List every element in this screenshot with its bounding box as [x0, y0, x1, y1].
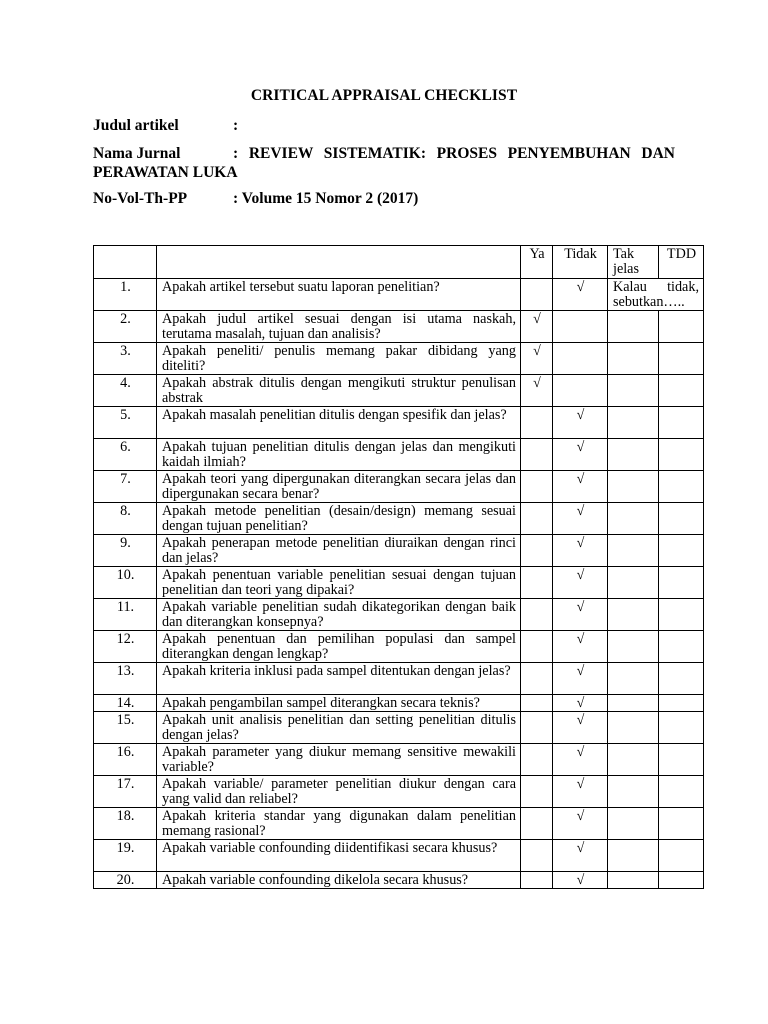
answer-cell-tdd	[659, 407, 704, 439]
checkmark-icon: √	[553, 663, 608, 695]
checkmark-icon: √	[553, 535, 608, 567]
table-row	[94, 872, 704, 889]
header-cell-tdd: TDD	[659, 246, 704, 279]
answer-cell-ya	[521, 744, 553, 776]
answer-cell-ya	[521, 279, 553, 311]
field-label: No-Vol-Th-PP	[93, 190, 188, 207]
row-number: 10.	[94, 567, 157, 599]
row-number: 14.	[94, 695, 157, 712]
checkmark-icon: √	[553, 631, 608, 663]
question-cell: Apakah penentuan variable penelitian sesuai dengan tujuan penelitian dan teori yang dipakai?	[157, 567, 521, 599]
checkmark-icon: √	[553, 695, 608, 712]
answer-cell-ya	[521, 567, 553, 599]
answer-cell-ya	[521, 712, 553, 744]
question-cell: Apakah unit analisis penelitian dan setting penelitian ditulis dengan jelas?	[157, 712, 521, 744]
answer-cell-ya	[521, 695, 553, 712]
question-cell: Apakah variable penelitian sudah dikategorikan dengan baik dan diterangkan konsepnya?	[157, 599, 521, 631]
row-number: 12.	[94, 631, 157, 663]
answer-cell-tak-jelas	[608, 439, 659, 471]
field-label: Judul artikel	[93, 117, 179, 134]
question-cell: Apakah variable/ parameter penelitian diukur dengan cara yang valid dan reliabel?	[157, 776, 521, 808]
answer-cell-tak-jelas	[608, 503, 659, 535]
field-judul-artikel	[93, 117, 675, 135]
question-cell: Apakah penerapan metode penelitian diuraikan dengan rinci dan jelas?	[157, 535, 521, 567]
note-cell: Kalau tidak, sebutkan…..	[608, 279, 704, 311]
answer-cell-tak-jelas	[608, 712, 659, 744]
row-number: 8.	[94, 503, 157, 535]
row-number: 3.	[94, 343, 157, 375]
table-row	[94, 776, 704, 808]
checkmark-icon: √	[553, 776, 608, 808]
table-row	[94, 695, 704, 712]
answer-cell-tdd	[659, 808, 704, 840]
table-row	[94, 712, 704, 744]
answer-cell-tdd	[659, 840, 704, 872]
table-row	[94, 808, 704, 840]
table-row	[94, 663, 704, 695]
answer-cell-tdd	[659, 471, 704, 503]
question-cell: Apakah masalah penelitian ditulis dengan spesifik dan jelas?	[157, 407, 521, 439]
answer-cell-tak-jelas	[608, 535, 659, 567]
header-cell-no	[94, 246, 157, 279]
row-number: 6.	[94, 439, 157, 471]
table-row	[94, 840, 704, 872]
question-cell: Apakah kriteria standar yang digunakan dalam penelitian memang rasional?	[157, 808, 521, 840]
checkmark-icon: √	[553, 712, 608, 744]
checkmark-icon: √	[553, 279, 608, 311]
answer-cell-tak-jelas	[608, 631, 659, 663]
checkmark-icon: √	[521, 375, 553, 407]
table-row	[94, 439, 704, 471]
checkmark-icon: √	[553, 567, 608, 599]
checkmark-icon: √	[553, 599, 608, 631]
question-cell: Apakah judul artikel sesuai dengan isi utama naskah, terutama masalah, tujuan dan analisis?	[157, 311, 521, 343]
question-cell: Apakah peneliti/ penulis memang pakar dibidang yang diteliti?	[157, 343, 521, 375]
row-number: 11.	[94, 599, 157, 631]
answer-cell-tak-jelas	[608, 407, 659, 439]
answer-cell-tdd	[659, 567, 704, 599]
checkmark-icon: √	[553, 872, 608, 889]
question-cell: Apakah metode penelitian (desain/design) memang sesuai dengan tujuan penelitian?	[157, 503, 521, 535]
answer-cell-tdd	[659, 375, 704, 407]
question-cell: Apakah artikel tersebut suatu laporan penelitian?	[157, 279, 521, 311]
answer-cell-tak-jelas	[608, 663, 659, 695]
row-number: 2.	[94, 311, 157, 343]
answer-cell-tak-jelas	[608, 343, 659, 375]
checkmark-icon: √	[553, 439, 608, 471]
field-nama-jurnal	[93, 144, 675, 182]
row-number: 18.	[94, 808, 157, 840]
answer-cell-tdd	[659, 776, 704, 808]
question-cell: Apakah penentuan dan pemilihan populasi dan sampel diterangkan dengan lengkap?	[157, 631, 521, 663]
table-row	[94, 279, 704, 311]
checkmark-icon: √	[553, 503, 608, 535]
row-number: 15.	[94, 712, 157, 744]
answer-cell-tdd	[659, 503, 704, 535]
field-no-vol-th-pp	[93, 190, 675, 208]
row-number: 19.	[94, 840, 157, 872]
table-row	[94, 631, 704, 663]
table-row	[94, 343, 704, 375]
table-row	[94, 503, 704, 535]
row-number: 4.	[94, 375, 157, 407]
table-row	[94, 567, 704, 599]
table-row	[94, 407, 704, 439]
table-row	[94, 375, 704, 407]
question-cell: Apakah kriteria inklusi pada sampel ditentukan dengan jelas?	[157, 663, 521, 695]
checkmark-icon: √	[521, 343, 553, 375]
answer-cell-tdd	[659, 343, 704, 375]
answer-cell-tdd	[659, 744, 704, 776]
answer-cell-tdd	[659, 695, 704, 712]
answer-cell-tak-jelas	[608, 840, 659, 872]
answer-cell-tak-jelas	[608, 471, 659, 503]
answer-cell-ya	[521, 631, 553, 663]
answer-cell-ya	[521, 407, 553, 439]
row-number: 9.	[94, 535, 157, 567]
answer-cell-tdd	[659, 631, 704, 663]
field-value: : REVIEW SISTEMATIK: PROSES PENYEMBUHAN DAN PERAWATAN LUKA	[93, 145, 675, 181]
answer-cell-tidak	[553, 311, 608, 343]
row-number: 7.	[94, 471, 157, 503]
row-number: 5.	[94, 407, 157, 439]
checkmark-icon: √	[553, 471, 608, 503]
checkmark-icon: √	[553, 840, 608, 872]
field-label: Nama Jurnal	[93, 145, 181, 162]
answer-cell-ya	[521, 439, 553, 471]
document-title: CRITICAL APPRAISAL CHECKLIST	[250, 87, 518, 104]
table-row	[94, 535, 704, 567]
row-number: 13.	[94, 663, 157, 695]
row-number: 17.	[94, 776, 157, 808]
table-row	[94, 311, 704, 343]
answer-cell-ya	[521, 471, 553, 503]
header-cell-question	[157, 246, 521, 279]
question-cell: Apakah teori yang dipergunakan diterangkan secara jelas dan dipergunakan secara benar?	[157, 471, 521, 503]
checkmark-icon: √	[521, 311, 553, 343]
answer-cell-tdd	[659, 872, 704, 889]
field-value: : Volume 15 Nomor 2 (2017)	[233, 190, 419, 207]
answer-cell-ya	[521, 599, 553, 631]
answer-cell-tdd	[659, 439, 704, 471]
question-cell: Apakah variable confounding dikelola secara khusus?	[157, 872, 521, 889]
answer-cell-tak-jelas	[608, 567, 659, 599]
answer-cell-tak-jelas	[608, 311, 659, 343]
header-cell-ya: Ya	[521, 246, 553, 279]
answer-cell-ya	[521, 776, 553, 808]
row-number: 20.	[94, 872, 157, 889]
answer-cell-ya	[521, 872, 553, 889]
question-cell: Apakah parameter yang diukur memang sensitive mewakili variable?	[157, 744, 521, 776]
answer-cell-tdd	[659, 599, 704, 631]
answer-cell-tak-jelas	[608, 599, 659, 631]
header-cell-tidak: Tidak	[553, 246, 608, 279]
field-value-with-label	[93, 144, 675, 182]
checkmark-icon: √	[553, 808, 608, 840]
answer-cell-ya	[521, 535, 553, 567]
answer-cell-tak-jelas	[608, 695, 659, 712]
question-cell: Apakah pengambilan sampel diterangkan secara teknis?	[157, 695, 521, 712]
answer-cell-tak-jelas	[608, 808, 659, 840]
row-number: 1.	[94, 279, 157, 311]
answer-cell-tdd	[659, 311, 704, 343]
answer-cell-tak-jelas	[608, 375, 659, 407]
checkmark-icon: √	[553, 407, 608, 439]
appraisal-table	[93, 245, 704, 889]
table-row	[94, 471, 704, 503]
table-row	[94, 599, 704, 631]
answer-cell-ya	[521, 503, 553, 535]
table-row	[94, 744, 704, 776]
question-cell: Apakah variable confounding diidentifikasi secara khusus?	[157, 840, 521, 872]
answer-cell-tdd	[659, 535, 704, 567]
header-cell-tak-jelas: Tak jelas	[608, 246, 659, 279]
question-cell: Apakah abstrak ditulis dengan mengikuti struktur penulisan abstrak	[157, 375, 521, 407]
answer-cell-tdd	[659, 712, 704, 744]
row-number: 16.	[94, 744, 157, 776]
answer-cell-tak-jelas	[608, 744, 659, 776]
answer-cell-ya	[521, 840, 553, 872]
answer-cell-tak-jelas	[608, 776, 659, 808]
answer-cell-tdd	[659, 663, 704, 695]
field-value: :	[233, 117, 239, 134]
checkmark-icon: √	[553, 744, 608, 776]
answer-cell-ya	[521, 663, 553, 695]
answer-cell-ya	[521, 808, 553, 840]
answer-cell-tidak	[553, 375, 608, 407]
question-cell: Apakah tujuan penelitian ditulis dengan jelas dan mengikuti kaidah ilmiah?	[157, 439, 521, 471]
table-header-row	[94, 246, 704, 279]
answer-cell-tidak	[553, 343, 608, 375]
answer-cell-tak-jelas	[608, 872, 659, 889]
